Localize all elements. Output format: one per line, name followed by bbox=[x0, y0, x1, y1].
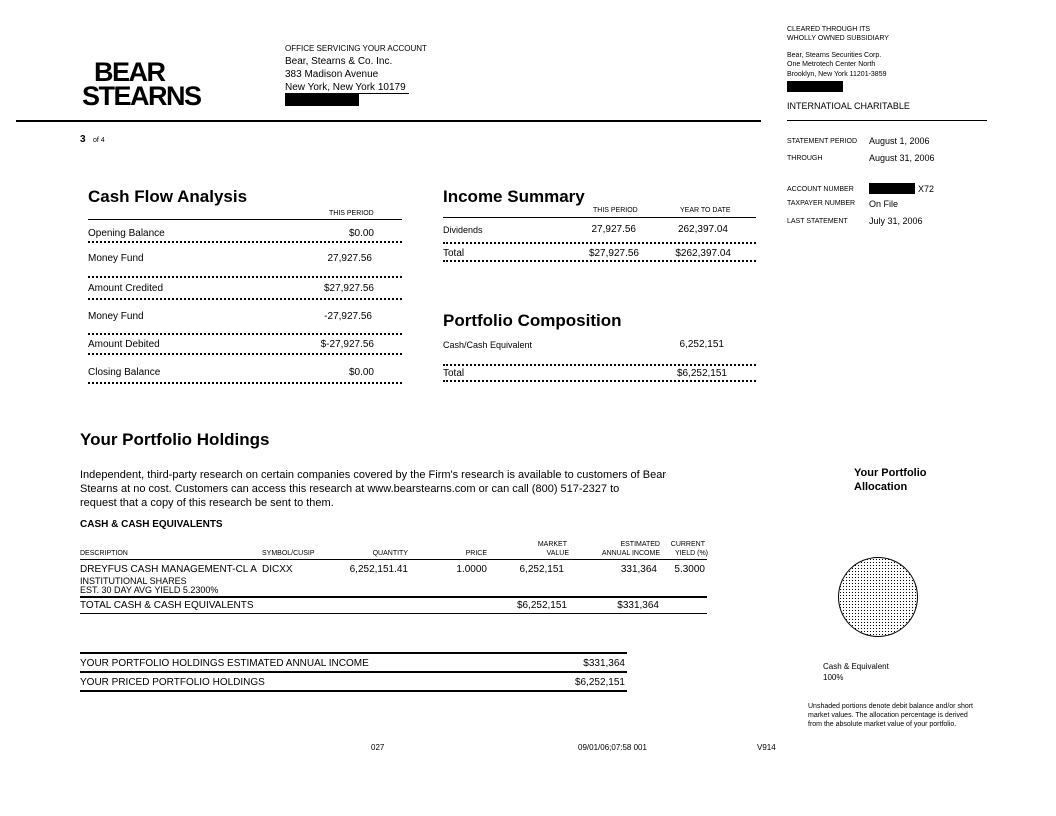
holdings-total-bottom-rule bbox=[80, 613, 707, 614]
income-total-ytd: $262,397.04 bbox=[675, 248, 731, 259]
cash-flow-row-value: $-27,927.56 bbox=[320, 339, 374, 350]
allocation-note-line3: from the absolute market value of your portfolio. bbox=[808, 721, 957, 728]
summary-top-rule bbox=[80, 652, 627, 654]
priced-holdings-label: YOUR PRICED PORTFOLIO HOLDINGS bbox=[80, 677, 265, 688]
statement-period-start: August 1, 2006 bbox=[869, 136, 930, 146]
cash-flow-row-label: Money Fund bbox=[88, 253, 144, 264]
logo-line2: STEARNS bbox=[82, 81, 201, 111]
redacted-block bbox=[787, 81, 843, 92]
col-symbol: SYMBOL/CUSIP bbox=[262, 550, 315, 557]
total-cash-market: $6,252,151 bbox=[516, 600, 567, 611]
allocation-note-line1: Unshaded portions denote debit balance and/or short bbox=[808, 703, 974, 710]
priced-holdings-value: $6,252,151 bbox=[574, 677, 625, 688]
cash-flow-row-label: Money Fund bbox=[88, 311, 144, 322]
cash-flow-row-value: $0.00 bbox=[348, 367, 374, 378]
cash-flow-row-value: 27,927.56 bbox=[327, 253, 372, 264]
dotted-rule bbox=[88, 353, 402, 355]
estimated-income-value: $331,364 bbox=[583, 658, 625, 669]
cash-flow-row-label: Opening Balance bbox=[88, 228, 165, 239]
holding-description-line2: INSTITUTIONAL SHARES bbox=[80, 576, 187, 586]
cash-flow-row-label: Amount Debited bbox=[88, 339, 160, 350]
summary-mid-rule bbox=[80, 671, 627, 673]
subsidiary-city: Brooklyn, New York 11201-3859 bbox=[787, 71, 887, 78]
last-statement-value: July 31, 2006 bbox=[869, 216, 923, 226]
holdings-header-rule bbox=[80, 559, 707, 560]
col-market-top: MARKET bbox=[537, 541, 567, 548]
composition-row-label: Cash/Cash Equivalent bbox=[443, 340, 533, 350]
col-yield-top: CURRENT bbox=[670, 541, 705, 548]
subsidiary-name: Bear, Stearns Securities Corp. bbox=[787, 52, 882, 59]
dotted-rule bbox=[88, 276, 402, 278]
income-col-ytd: YEAR TO DATE bbox=[680, 207, 731, 214]
account-name: INTERNATIOAL CHARITABLE bbox=[787, 101, 910, 111]
holding-price: 1.0000 bbox=[456, 564, 487, 575]
page-number: 3 bbox=[80, 134, 86, 145]
through-label: THROUGH bbox=[787, 155, 823, 162]
income-summary-title: Income Summary bbox=[443, 187, 585, 206]
cash-flow-col-header: THIS PERIOD bbox=[329, 210, 374, 217]
dotted-rule bbox=[88, 382, 402, 384]
col-price: PRICE bbox=[465, 550, 487, 557]
cash-flow-title: Cash Flow Analysis bbox=[88, 187, 248, 206]
bear-stearns-logo bbox=[82, 57, 201, 111]
col-yield-bottom: YIELD (%) bbox=[674, 550, 708, 557]
cash-equivalents-heading: CASH & CASH EQUIVALENTS bbox=[80, 519, 223, 530]
dotted-rule bbox=[443, 260, 756, 262]
income-row-period: 27,927.56 bbox=[591, 224, 636, 235]
allocation-title-line2: Allocation bbox=[854, 481, 908, 493]
composition-row-value: 6,252,151 bbox=[679, 339, 724, 350]
header-rule bbox=[16, 120, 761, 122]
summary-bottom-rule bbox=[80, 690, 627, 692]
account-number-suffix: X72 bbox=[918, 184, 935, 194]
dotted-rule bbox=[443, 364, 756, 366]
statement-period-end: August 31, 2006 bbox=[869, 153, 935, 163]
income-header-rule bbox=[443, 217, 756, 218]
cash-flow-row-label: Amount Credited bbox=[88, 283, 164, 294]
portfolio-composition-title: Portfolio Composition bbox=[443, 311, 622, 330]
total-cash-label: TOTAL CASH & CASH EQUIVALENTS bbox=[80, 600, 254, 611]
holding-yield: 5.3000 bbox=[674, 564, 705, 575]
col-est-bottom: ANNUAL INCOME bbox=[601, 550, 660, 557]
office-name: Bear, Stearns & Co. Inc. bbox=[285, 56, 393, 67]
dotted-rule bbox=[88, 298, 402, 300]
office-street: 383 Madison Avenue bbox=[285, 69, 379, 80]
holding-annual-income: 331,364 bbox=[620, 564, 657, 575]
cleared-line2: WHOLLY OWNED SUBSIDIARY bbox=[787, 35, 889, 42]
account-number-label: ACCOUNT NUMBER bbox=[787, 186, 854, 193]
income-row-ytd: 262,397.04 bbox=[677, 224, 728, 235]
statement-period-label: STATEMENT PERIOD bbox=[787, 138, 858, 145]
footer-timestamp: 09/01/06;07:58 001 bbox=[578, 743, 647, 752]
dotted-rule bbox=[443, 242, 756, 244]
cash-flow-row-value: -27,927.56 bbox=[324, 311, 372, 322]
composition-total-value: $6,252,151 bbox=[676, 368, 727, 379]
cash-flow-row-value: $27,927.56 bbox=[323, 283, 374, 294]
composition-total-label: Total bbox=[443, 368, 465, 379]
allocation-legend-label: Cash & Equivalent bbox=[823, 662, 889, 671]
footer-code1: 027 bbox=[371, 743, 385, 752]
col-est-top: ESTIMATED bbox=[620, 541, 660, 548]
office-heading: OFFICE SERVICING YOUR ACCOUNT bbox=[285, 44, 427, 53]
cash-flow-row-value: $0.00 bbox=[348, 228, 374, 239]
allocation-note-line2: market values. The allocation percentage is derived bbox=[808, 712, 968, 719]
taxpayer-value: On File bbox=[869, 199, 899, 209]
header-rule-right bbox=[787, 120, 987, 121]
redacted-block bbox=[285, 94, 359, 106]
logo-line1: BEAR bbox=[94, 57, 165, 87]
page-indicator bbox=[80, 129, 105, 147]
total-cash-income: $331,364 bbox=[617, 600, 659, 611]
redacted-account-number bbox=[869, 183, 915, 194]
taxpayer-label: TAXPAYER NUMBER bbox=[787, 200, 856, 207]
dotted-rule bbox=[443, 380, 756, 382]
holding-description-line3: EST. 30 DAY AVG YIELD 5.2300% bbox=[80, 585, 219, 595]
income-col-this-period: THIS PERIOD bbox=[593, 207, 638, 214]
col-description: DESCRIPTION bbox=[80, 550, 128, 557]
dotted-rule bbox=[88, 333, 402, 335]
income-total-period: $27,927.56 bbox=[588, 248, 639, 259]
col-market-bottom: VALUE bbox=[546, 550, 569, 557]
cleared-line1: CLEARED THROUGH ITS bbox=[787, 26, 871, 33]
research-paragraph-line3: request that a copy of this research be sent to them. bbox=[80, 497, 334, 509]
cash-flow-row-label: Closing Balance bbox=[88, 367, 161, 378]
page-of: of 4 bbox=[93, 137, 105, 144]
allocation-title-line1: Your Portfolio bbox=[854, 467, 927, 479]
subsidiary-street: One Metrotech Center North bbox=[787, 61, 876, 68]
holding-market-value: 6,252,151 bbox=[519, 564, 564, 575]
estimated-income-label: YOUR PORTFOLIO HOLDINGS ESTIMATED ANNUAL INCOME bbox=[80, 658, 369, 669]
holding-symbol: DICXX bbox=[262, 564, 293, 575]
col-quantity: QUANTITY bbox=[372, 550, 408, 557]
allocation-legend-pct: 100% bbox=[823, 673, 844, 682]
cash-flow-header-rule bbox=[88, 219, 402, 220]
income-row-label: Dividends bbox=[443, 225, 483, 235]
income-total-label: Total bbox=[443, 248, 465, 259]
holdings-total-top-rule bbox=[80, 596, 707, 598]
research-paragraph-line1: Independent, third-party research on certain companies covered by the Firm's research is available to customers of Bear bbox=[80, 469, 666, 481]
research-paragraph-line2: Stearns at no cost. Customers can access this research at www.bearstearns.com or can call (800) 517-2327 to bbox=[80, 483, 620, 495]
holding-description: DREYFUS CASH MANAGEMENT-CL A bbox=[80, 564, 257, 575]
allocation-pie-slice-cash bbox=[838, 557, 918, 637]
last-statement-label: LAST STATEMENT bbox=[787, 218, 848, 225]
holding-quantity: 6,252,151.41 bbox=[349, 564, 408, 575]
dotted-rule bbox=[88, 241, 402, 243]
holdings-title: Your Portfolio Holdings bbox=[80, 430, 270, 449]
footer-code2: V914 bbox=[757, 743, 776, 752]
office-city: New York, New York 10179 bbox=[285, 82, 406, 93]
